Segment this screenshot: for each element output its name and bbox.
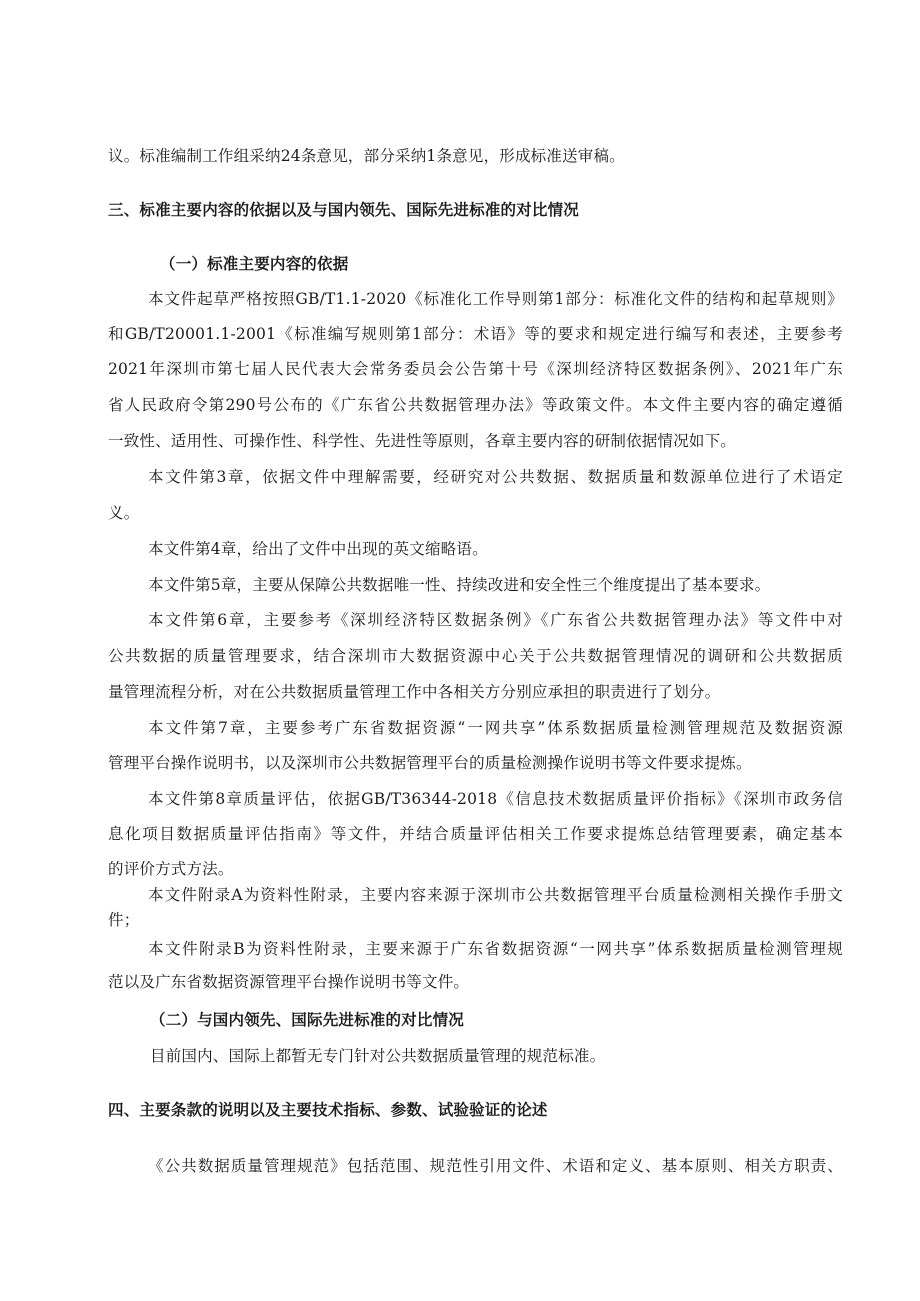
paragraph-line: 范以及广东省数据资源管理平台操作说明书等文件。 (108, 973, 470, 991)
paragraph-line: 息化项目数据质量评估指南》等文件，并结合质量评估相关工作要求提炼总结管理要素，确定基本 (108, 825, 843, 843)
paragraph-line: 本文件起草严格按照GB/T1.1-2020《标准化工作导则第1部分：标准化文件的结构和起草规则》 (148, 290, 843, 308)
paragraph-line: 议。标准编制工作组采纳24条意见，部分采纳1条意见，形成标准送审稿。 (108, 147, 625, 165)
paragraph-line: 本文件附录B为资料性附录，主要来源于广东省数据资源“一网共享”体系数据质量检测管理规 (148, 940, 843, 958)
paragraph-line: 本文件第6章，主要参考《深圳经济特区数据条例》《广东省公共数据管理办法》等文件中对 (148, 611, 843, 629)
paragraph-line: 的评价方式方法。 (108, 860, 234, 878)
section-heading-4: 四、主要条款的说明以及主要技术指标、参数、试验验证的论述 (108, 1101, 548, 1119)
paragraph-line: 2021年深圳市第七届人民代表大会常务委员会公告第十号《深圳经济特区数据条例》、2021年广东 (108, 360, 843, 378)
paragraph-line: 本文件第3章，依据文件中理解需要，经研究对公共数据、数据质量和数源单位进行了术语定 (148, 468, 843, 486)
paragraph-line: 一致性、适用性、可操作性、科学性、先进性等原则，各章主要内容的研制依据情况如下。 (108, 432, 737, 450)
paragraph-line: 省人民政府令第290号公布的《广东省公共数据管理办法》等政策文件。本文件主要内容的确定遵循 (108, 396, 843, 414)
paragraph-line: 件； (108, 911, 140, 929)
section-heading-3: 三、标准主要内容的依据以及与国内领先、国际先进标准的对比情况 (108, 201, 580, 219)
paragraph-line: 公共数据的质量管理要求，结合深圳市大数据资源中心关于公共数据管理情况的调研和公共数据质 (108, 647, 843, 665)
paragraph-line: 本文件第4章，给出了文件中出现的英文缩略语。 (148, 540, 488, 558)
paragraph-line: 本文件第5章，主要从保障公共数据唯一性、持续改进和安全性三个维度提出了基本要求。 (148, 576, 771, 594)
paragraph-line: 本文件附录A为资料性附录，主要内容来源于深圳市公共数据管理平台质量检测相关操作手册文 (148, 886, 843, 904)
paragraph-line: 义。 (108, 504, 140, 522)
paragraph-line: 和GB/T20001.1-2001《标准编写规则第1部分：术语》等的要求和规定进行编写和表述，主要参考 (108, 325, 843, 343)
paragraph-line: 量管理流程分析，对在公共数据质量管理工作中各相关方分别应承担的职责进行了划分。 (108, 683, 721, 701)
subsection-heading-3-2: （二）与国内领先、国际先进标准的对比情况 (150, 1011, 465, 1029)
paragraph-line: 本文件第8章质量评估，依据GB/T36344-2018《信息技术数据质量评价指标》《深圳市政务信 (148, 790, 843, 808)
paragraph-line: 管理平台操作说明书，以及深圳市公共数据管理平台的质量检测操作说明书等文件要求提炼。 (108, 754, 752, 772)
paragraph-line: 本文件第7章，主要参考广东省数据资源“一网共享”体系数据质量检测管理规范及数据资源 (148, 719, 843, 737)
paragraph-line: 《公共数据质量管理规范》包括范围、规范性引用文件、术语和定义、基本原则、相关方职责、 (148, 1157, 843, 1175)
paragraph-line: 目前国内、国际上都暂无专门针对公共数据质量管理的规范标准。 (150, 1047, 606, 1065)
subsection-heading-3-1: （一）标准主要内容的依据 (160, 255, 349, 273)
